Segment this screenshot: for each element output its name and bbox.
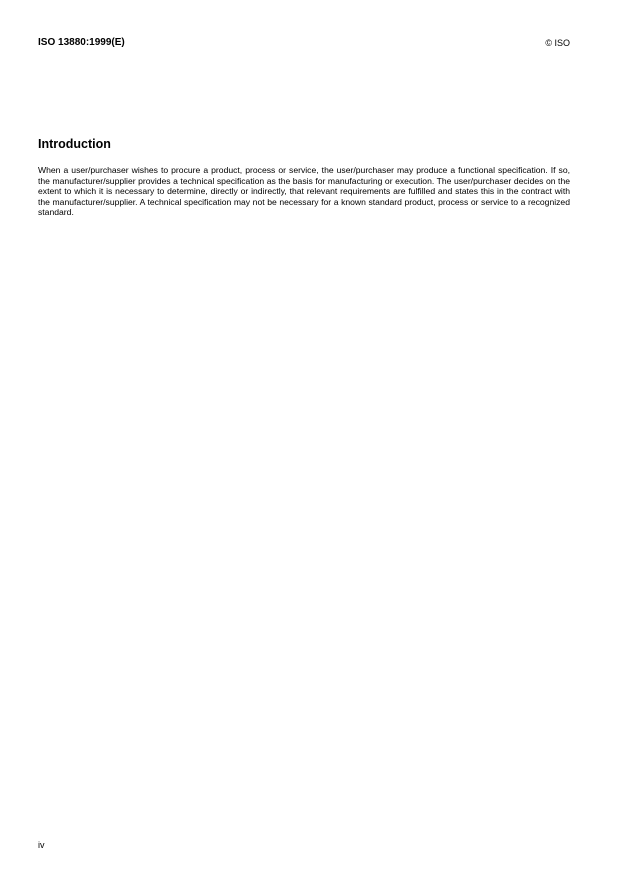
page-number: iv: [38, 840, 45, 850]
section-title: Introduction: [38, 137, 111, 151]
section-body-paragraph: When a user/purchaser wishes to procure a product, process or service, the user/purchaser may produce a functional specification. If so, the manufacturer/supplier provides a technical specification as the basis for manufacturing or execution. The user/purchaser decides on the extent to which it is necessary to determine, directly or indirectly, that relevant requirements are fulfilled and states this in the contract with the manufacturer/supplier. A technical specification may not be necessary for a known standard product, process or service to a recognized standard.: [38, 165, 570, 217]
copyright-notice: © ISO: [545, 38, 570, 48]
document-id: ISO 13880:1999(E): [38, 37, 125, 48]
